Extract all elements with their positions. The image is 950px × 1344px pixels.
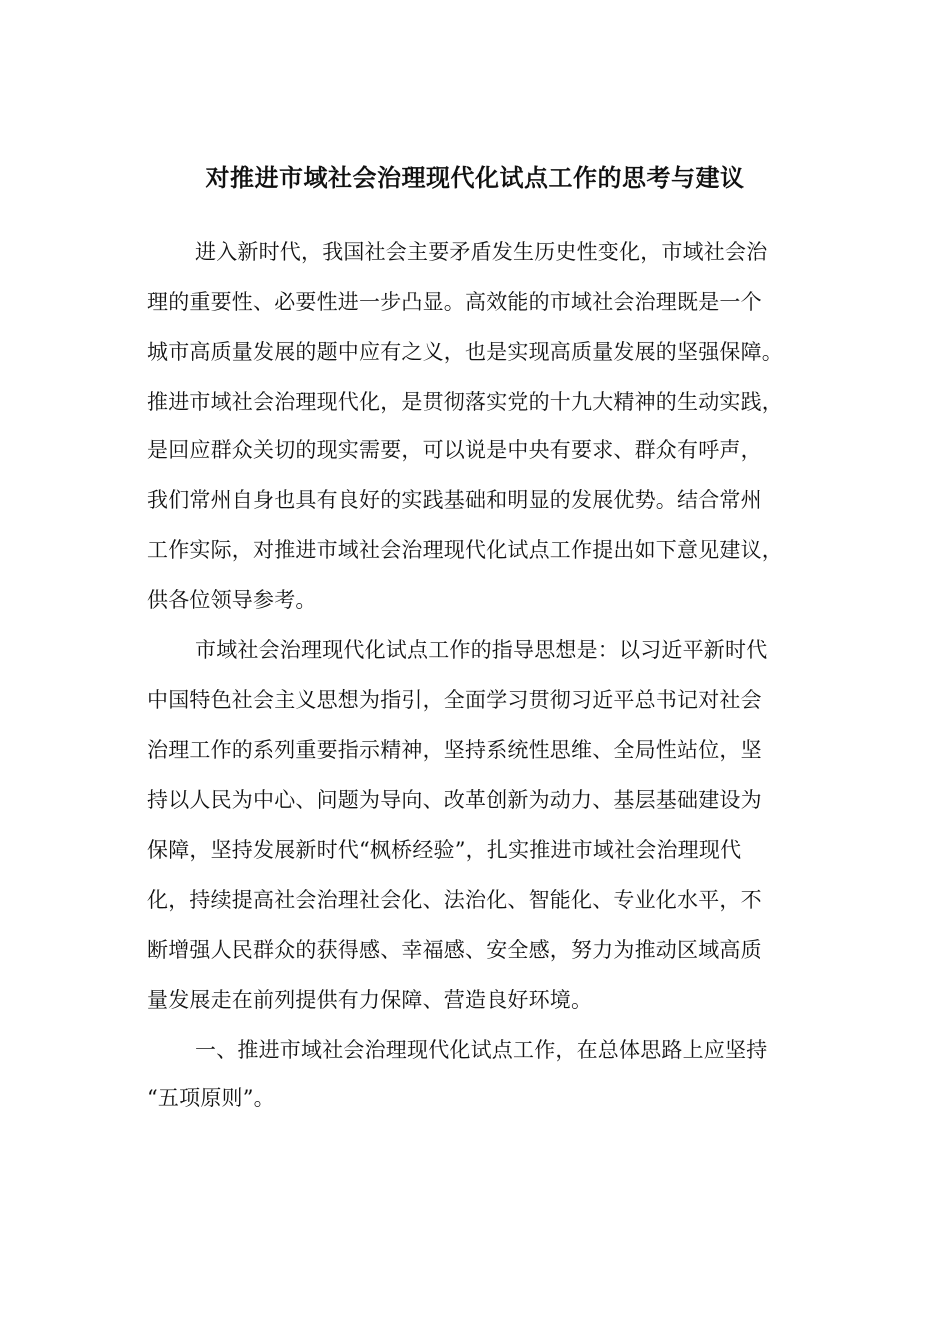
paragraph-2-line-5: 保障，坚持发展新时代“枫桥经验”，扎实推进市域社会治理现代 [147,838,742,862]
paragraph-1-line-5: 是回应群众关切的现实需要，可以说是中央有要求、群众有呼声， [147,438,762,462]
paragraph-1-line-3: 城市高质量发展的题中应有之义，也是实现高质量发展的坚强保障。 [147,340,783,364]
paragraph-2-line-4: 持以人民为中心、问题为导向、改革创新为动力、基层基础建设为 [147,788,762,812]
paragraph-2-line-2: 中国特色社会主义思想为指引，全面学习贯彻习近平总书记对社会 [147,688,762,712]
paragraph-2-line-7: 断增强人民群众的获得感、幸福感、安全感，努力为推动区域高质 [147,938,762,962]
paragraph-2-line-1: 市域社会治理现代化试点工作的指导思想是：以习近平新时代 [195,638,768,662]
paragraph-2-line-8: 量发展走在前列提供有力保障、营造良好环境。 [147,988,593,1012]
paragraph-2-line-3: 治理工作的系列重要指示精神，坚持系统性思维、全局性站位，坚 [147,738,762,762]
section-heading-line-2: “五项原则”。 [147,1086,275,1110]
paragraph-1-line-8: 供各位领导参考。 [147,588,317,612]
paragraph-1-line-7: 工作实际，对推进市域社会治理现代化试点工作提出如下意见建议， [147,538,783,562]
paragraph-2-line-6: 化，持续提高社会治理社会化、法治化、智能化、专业化水平，不 [147,888,762,912]
section-heading-line-1: 一、推进市域社会治理现代化试点工作，在总体思路上应坚持 [195,1038,768,1062]
paragraph-1-line-6: 我们常州自身也具有良好的实践基础和明显的发展优势。结合常州 [147,488,762,512]
paragraph-1-line-1: 进入新时代，我国社会主要矛盾发生历史性变化，市域社会治 [195,240,768,264]
document-title: 对推进市域社会治理现代化试点工作的思考与建议 [205,164,745,192]
paragraph-1-line-4: 推进市域社会治理现代化，是贯彻落实党的十九大精神的生动实践， [147,390,783,414]
paragraph-1-line-2: 理的重要性、必要性进一步凸显。高效能的市域社会治理既是一个 [147,290,762,314]
